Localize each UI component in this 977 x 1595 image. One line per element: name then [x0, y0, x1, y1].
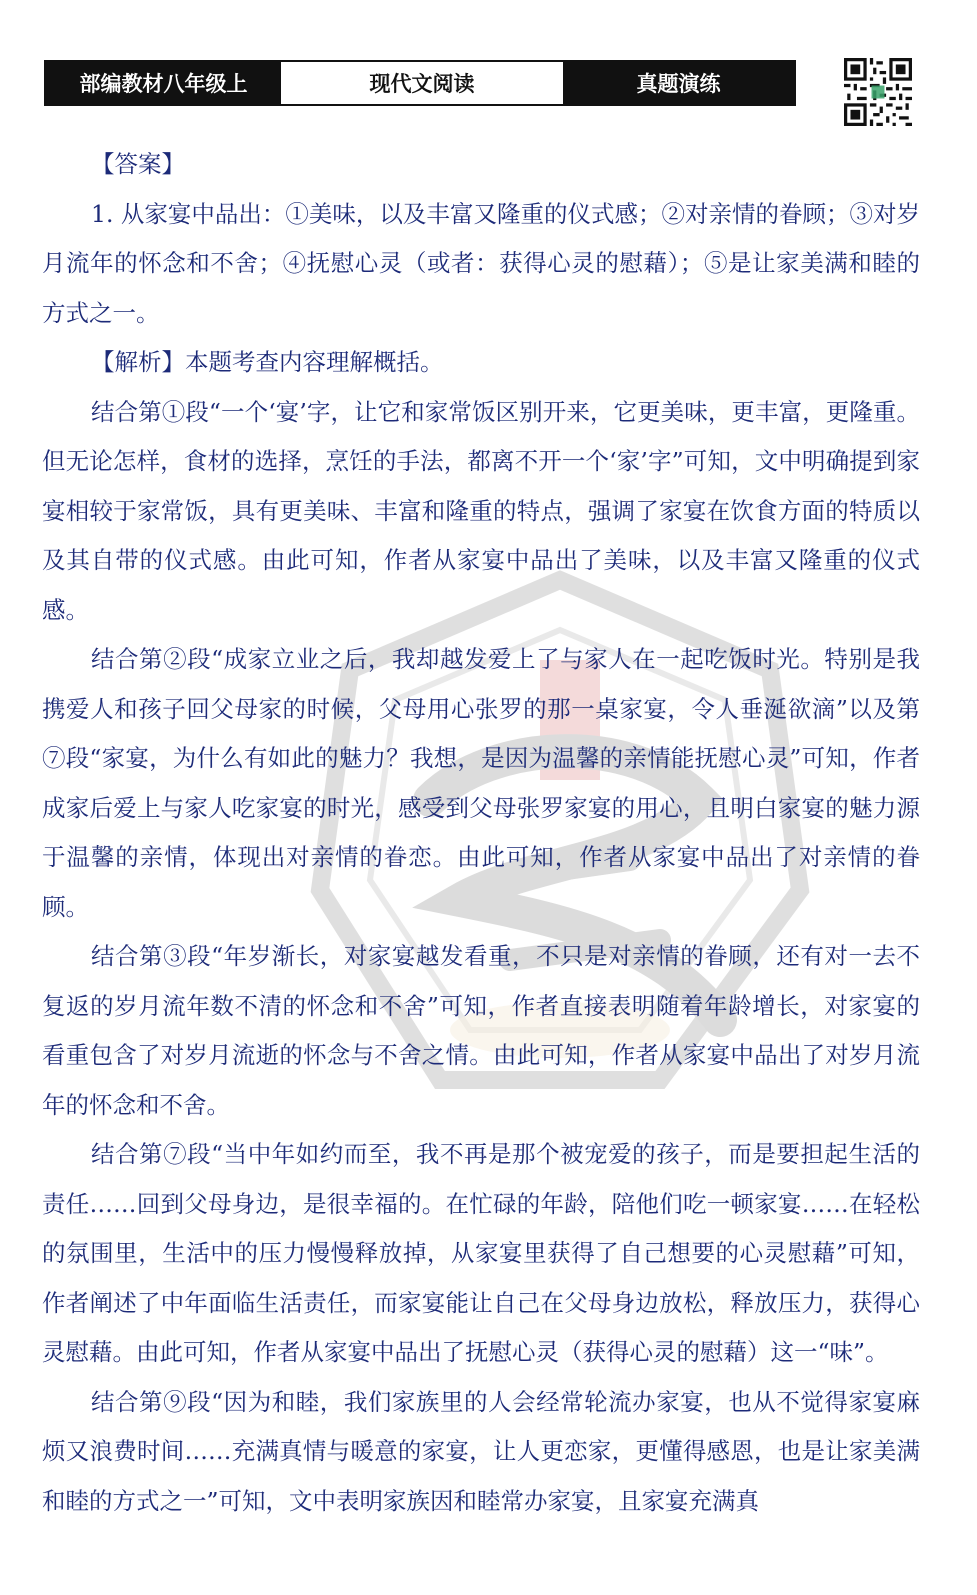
header-bar	[44, 60, 796, 106]
analysis-paragraph: 结合第②段“成家立业之后，我却越发爱上了与家人在一起吃饭时光。特别是我携爱人和孩子回父母家的时候，父母用心张罗的那一桌家宴，令人垂涎欲滴”以及第⑦段“家宴，为什么有如此的魅力？我想，是因为温馨的亲情能抚慰心灵”可知，作者成家后爱上与家人吃家宴的时光，感受到父母张罗家宴的用心，且明白家宴的魅力源于温馨的亲情，体现出对亲情的眷恋。由此可知，作者从家宴中品出了对亲情的眷顾。	[42, 645, 920, 921]
qr-code-icon	[844, 58, 912, 126]
analysis-paragraph: 结合第③段“年岁渐长，对家宴越发看重，不只是对亲情的眷顾，还有对一去不复返的岁月流年数不清的怀念和不舍”可知，作者直接表明随着年龄增长，对家宴的看重包含了对岁月流逝的怀念与不舍之情。由此可知，作者从家宴中品出了对岁月流年的怀念和不舍。	[42, 942, 920, 1119]
answer-heading: 【答案】	[91, 150, 185, 178]
header-subject-label: 现代文阅读	[281, 62, 563, 104]
analysis-paragraph: 结合第⑨段“因为和睦，我们家族里的人会经常轮流办家宴，也从不觉得家宴麻烦又浪费时间……充满真情与暖意的家宴，让人更恋家，更懂得感恩，也是让家美满和睦的方式之一”可知，文中表明家族因和睦常办家宴，且家宴充满真	[42, 1387, 920, 1515]
header-grade-label: 部编教材八年级上	[46, 62, 281, 104]
header-section-label: 真题演练	[563, 62, 794, 104]
analysis-lead: 【解析】本题考查内容理解概括。	[91, 348, 444, 376]
document-body	[42, 140, 920, 1526]
analysis-paragraph: 结合第⑦段“当中年如约而至，我不再是那个被宠爱的孩子，而是要担起生活的责任……回到父母身边，是很幸福的。在忙碌的年龄，陪他们吃一顿家宴……在轻松的氛围里，生活中的压力慢慢释放掉，从家宴里获得了自己想要的心灵慰藉”可知，作者阐述了中年面临生活责任，而家宴能让自己在父母身边放松，释放压力，获得心灵慰藉。由此可知，作者从家宴中品出了抚慰心灵（获得心灵的慰藉）这一“味”。	[42, 1140, 920, 1366]
answer-item-1: 1. 从家宴中品出：①美味，以及丰富又隆重的仪式感；②对亲情的眷顾；③对岁月流年的怀念和不舍；④抚慰心灵（或者：获得心灵的慰藉）；⑤是让家美满和睦的方式之一。	[42, 199, 920, 327]
analysis-paragraph: 结合第①段“一个‘宴’字，让它和家常饭区别开来，它更美味，更丰富，更隆重。但无论怎样，食材的选择，烹饪的手法，都离不开一个‘家’字”可知，文中明确提到家宴相较于家常饭，具有更美味、丰富和隆重的特点，强调了家宴在饮食方面的特质以及其自带的仪式感。由此可知，作者从家宴中品出了美味，以及丰富又隆重的仪式感。	[42, 397, 920, 624]
